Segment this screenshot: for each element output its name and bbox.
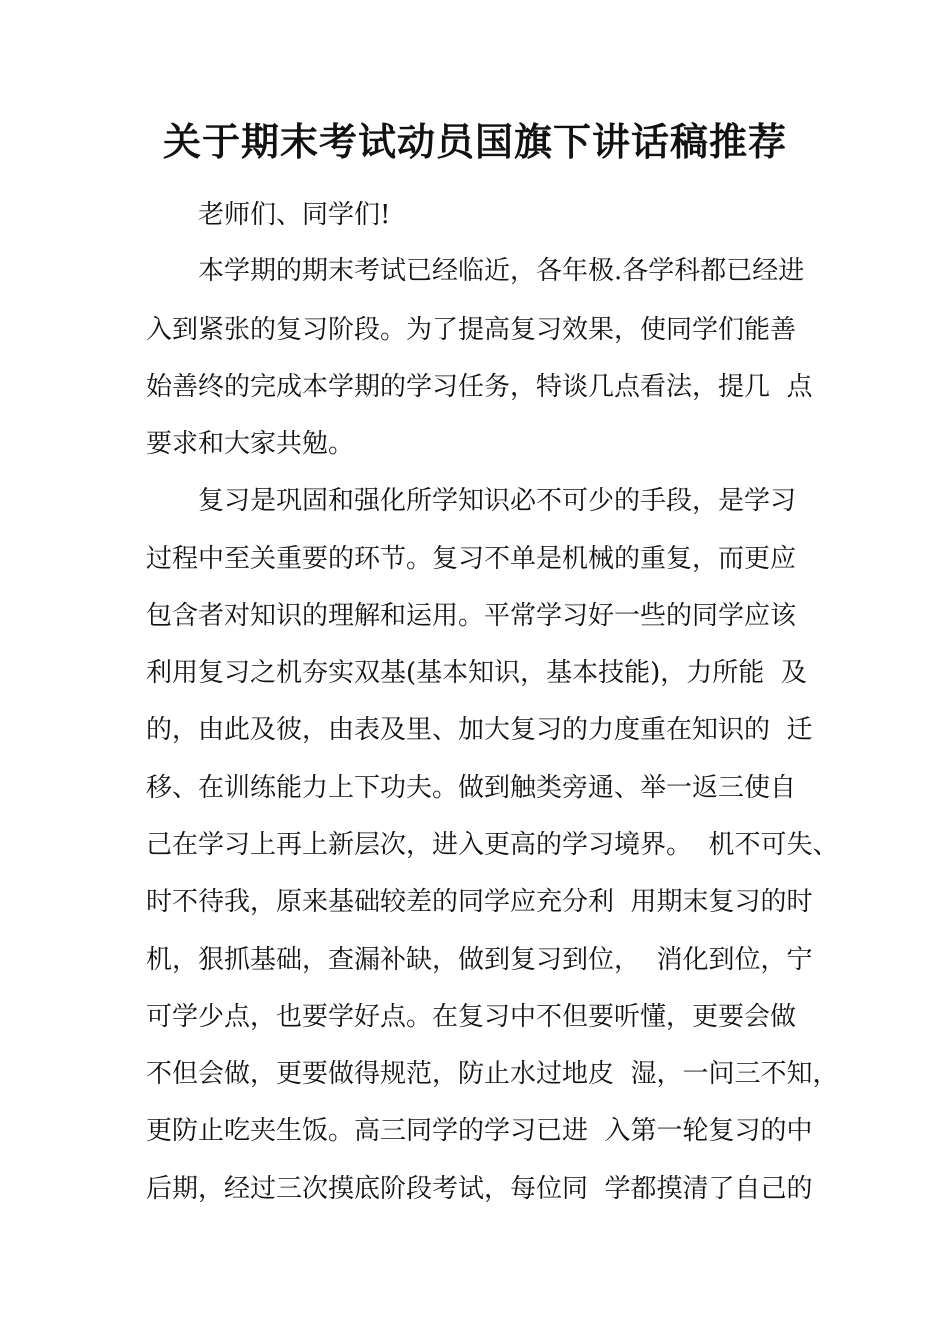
body-line-17: 更防止吃夹生饭。高三同学的学习已进 入第一轮复习的中 — [146, 1116, 813, 1146]
body-line-11: 移、在训练能力上下功夫。做到触类旁通、举一返三使自 — [146, 773, 797, 803]
body-line-1: 老师们、同学们! — [146, 200, 391, 230]
body-line-16: 不但会做，更要做得规范，防止水过地皮 湿，一问三不知， — [146, 1059, 839, 1089]
body-line-12: 己在学习上再上新层次，进入更高的学习境界。 机不可失、 — [146, 830, 839, 860]
body-line-14: 机，狠抓基础，查漏补缺，做到复习到位， 消化到位，宁 — [146, 945, 813, 975]
body-line-8: 包含者对知识的理解和运用。平常学习好一些的同学应该 — [146, 601, 797, 631]
body-line-4: 始善终的完成本学期的学习任务，特谈几点看法，提几 点 — [146, 372, 813, 402]
body-line-5: 要求和大家共勉。 — [146, 429, 355, 459]
body-line-10: 的，由此及彼，由表及里、加大复习的力度重在知识的 迁 — [146, 715, 813, 745]
body-line-9: 利用复习之机夯实双基(基本知识，基本技能)，力所能 及 — [146, 658, 807, 688]
body-line-15: 可学少点，也要学好点。在复习中不但要听懂，更要会做 — [146, 1002, 797, 1032]
body-line-13: 时不待我，原来基础较差的同学应充分利 用期末复习的时 — [146, 887, 813, 917]
body-line-7: 过程中至关重要的环节。复习不单是机械的重复，而更应 — [146, 544, 797, 574]
body-line-6: 复习是巩固和强化所学知识必不可少的手段，是学习 — [146, 486, 797, 516]
body-line-18: 后期，经过三次摸底阶段考试，每位同 学都摸清了自己的 — [146, 1174, 813, 1204]
document-title: 关于期末考试动员国旗下讲话稿推荐 — [162, 119, 787, 164]
body-line-2: 本学期的期末考试已经临近，各年极.各学科都已经进 — [146, 256, 805, 286]
body-line-3: 入到紧张的复习阶段。为了提高复习效果，使同学们能善 — [146, 315, 797, 345]
